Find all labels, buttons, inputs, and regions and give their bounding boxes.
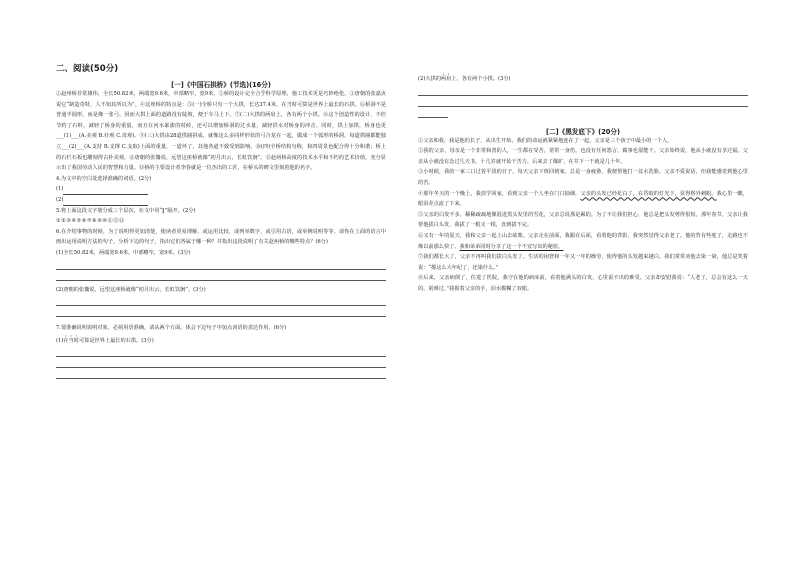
reading2-paragraph-4: ④那年冬天的一个晚上，我放学回家，看到父亲一个人坐在门口抽烟，父亲的头发已经花白了，在昏暗的灯光下，显得格外刺眼。我心里一酸，眼泪差点流了下来。	[418, 190, 748, 208]
reading2-paragraph-8: ⑧后来，父亲病倒了，住进了医院。我守在他的病床前，看着他满头的白发，心里说不出的难受。父亲却安慰我说：“人老了，总会有这么一天的，别难过。”我握着父亲的手，泪水模糊了双眼。	[418, 275, 748, 292]
reading2-title: [二]《黑发底下》(20分)	[546, 127, 620, 136]
reading2-paragraph-3: ③小时候，我的一家三口过着平淡的日子。每天父亲下班回到家，总是一身疲惫，我便帮他打一盆水洗脸。父亲不爱说话，但我能感觉到他心里的苦。	[418, 169, 748, 186]
question-6: 6.在介绍事物的时候，为了说明得更加清楚，使读者更易理解，或运用比较，或列举数字，或引用古语，或举例说明等等。请你在上面的语言中画出运用说明方法的句子，分析下边的句子，指出它们各属于哪一种？并指出这段说明了有关赵州桥的哪些特点？(6分)	[56, 228, 386, 246]
right-column	[418, 72, 748, 295]
question-5-sentence-numbers: ①②③④⑤⑥⑦⑧⑨⑩⑪⑫⑬	[56, 218, 125, 225]
question-6-part-2: (2)唐朝的张鷟说，远望这座桥就像“初月出云，长虹饮涧”。(3分)	[56, 286, 206, 293]
reading2-paragraph-1: ①父亲和我，我是他的长子，从出生开始，我们的命运就紧紧地连在了一起，父亲是三个孩子中最小的一个人。	[418, 137, 673, 144]
section-title: 二、阅读(50分)	[56, 64, 119, 74]
question-4-answer-1: (1)	[56, 184, 386, 195]
reading2-paragraph-5: ⑤父亲的白发不多，稀稀疏疏地像混进黑头发里的雪花，父亲总说那是累的。为了不让我们担心，他总是把头发剪得很短。那年春节，父亲让我帮他拔白头发，我拔了一根又一根，直到拔不完。	[418, 211, 748, 229]
answer-line[interactable]	[56, 357, 386, 368]
dotted-word: 在当时	[63, 337, 79, 344]
answer-line[interactable]	[56, 368, 386, 379]
underlined-sentence: 我和弟弟同时分享了这一个不宜写出的秘密。	[459, 243, 564, 250]
reading1-passage: ①赵州桥非常雄伟，全长50.82米，两端宽9.6米，中部略窄，宽9米。②桥的设计完全合乎科学原理，施工技术更是巧妙绝伦。③唐朝的张嘉贞说它“制造奇特，人不知其所以为”。④这座桥的特点是：⑤(一)全桥只有一个大拱，长达37.4米，在当时可算是世界上最长的石拱。⑥桥洞不是普通半圆形，而是像一张弓，因而大拱上面的道路没有陡坡，便于车马上下。⑦(二)大拱的两肩上，各有两个小拱。⑧这个创造性的设计，不但节约了石料，减轻了桥身的重量，而且在河水暴涨的时候，还可以增加桥洞的过水量，减轻洪水对桥身的冲击。同时，拱上加拱，桥身也更___(1)___(A.美观 B.壮观 C.奇观)。⑨(三)大拱由28道拱圈拼成，就像这么多同样形状的弓合龙在一起，做成一个弧形的桥洞。每道拱圈都能独立___(2)___(A.支持 B.支撑 C.支取)上面的重量，一道坏了，其他各道不致受到影响。⑩(四)全桥结构匀称，和四周景色配合得十分和谐；桥上的石栏石板也雕刻得古朴美观。⑪唐朝的张鷟说，远望这座桥就像“初月出云，长虹饮涧”。⑫赵州桥高度的技术水平和不朽的艺术价值，充分显示出了我国劳动人民的智慧和力量。⑬桥的主要设计者李春就是一位杰出的工匠，在桥头的碑文里刻着他的名字。	[56, 91, 386, 172]
answer-line[interactable]	[418, 107, 448, 118]
reading2-paragraph-7: ⑦我们都长大了，父亲不再叫我们拔白头发了。生活的困窘和一年又一年的操劳，使得他的头发越来越白。我们常常劝他去染一染，他总是笑着说：“都这么大年纪了，还染什么。”	[418, 254, 748, 271]
question-7-part-1: (1)在当时可算是世界上最长的石拱。(3分)	[56, 337, 154, 344]
reading2-paragraph-2: ②我的父亲，母亲是一个非常和善的人，一生都在受苦。常常一身伤，也没有任何怨言，做事也很能干。父亲始终说，他从小就没有享过福。父亲从小就没有念过几天书，十几岁就开始干苦力，后来去了煤矿，在井下一干就是几十年。	[418, 148, 748, 165]
question-5: 5.将上面这段文字划分成三个层次，在文中用“‖”隔开。(2分)	[56, 207, 196, 214]
question-7-part-2: (2)大拱的两肩上，各有两个小拱。(3分)	[418, 76, 511, 82]
question-4: 4.为文中的空白处选择准确的词语。(2分)	[56, 175, 152, 182]
answer-line[interactable]	[56, 259, 386, 270]
answer-line[interactable]	[56, 346, 386, 357]
answer-blank-2[interactable]	[63, 199, 148, 206]
answer-line[interactable]	[56, 270, 386, 281]
reading1-title: [一]《中国石拱桥》(节选)(16分)	[171, 81, 271, 89]
left-column	[56, 79, 386, 379]
wavy-underlined-sentence: 父亲的头发已经花白了，在昏暗的灯光下，显得格外刺眼。	[580, 190, 717, 197]
dotted-word: 两肩	[440, 76, 452, 82]
answer-line[interactable]	[56, 306, 386, 317]
reading2-paragraph-6: ⑥又有一年的夏天，我和父亲一起上山去砍柴。父亲走在前面，我跟在后面，看着他的背影，我突然觉得父亲老了。他的背有些驼了，走路也不像以前那么快了。我和弟弟同时分享了这一个不宜写出的秘密。	[418, 232, 748, 250]
answer-blank-1[interactable]	[63, 188, 148, 195]
question-4-answer-2: (2)	[56, 195, 386, 206]
answer-line[interactable]	[418, 85, 748, 96]
question-7: 7.要准确说明说明对象，必须用语准确。请从两个方面，体会下边句子中加点词语的表达作用。(6分)	[56, 325, 287, 332]
answer-line[interactable]	[56, 295, 386, 306]
question-6-part-1: (1)全长50.82米，两端宽9.6米，中部略窄，宽9米。(3分)	[56, 249, 191, 256]
answer-line[interactable]	[418, 96, 748, 107]
